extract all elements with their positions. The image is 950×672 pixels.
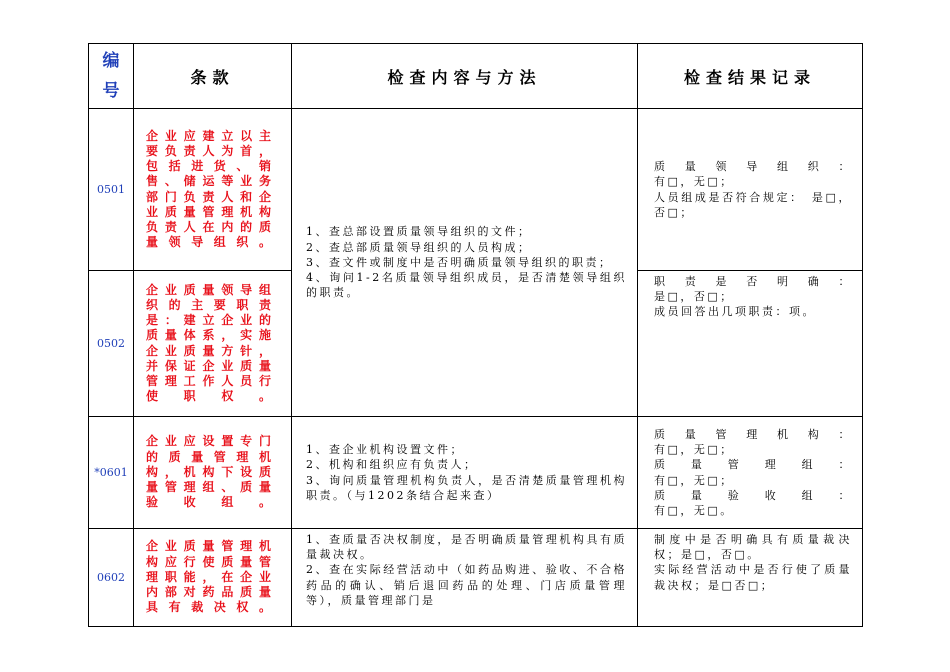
table-row: [89, 529, 863, 627]
row-number: 0502: [89, 271, 134, 417]
result-item: 职责是否明确：: [654, 275, 852, 288]
row-number: *0601: [89, 417, 134, 529]
result-item: 人员组成是否符合规定： 是□，否□；: [654, 190, 852, 219]
method-item: 2、查在实际经营活动中（如药品购进、验收、不合格药品的确认、销后退回药品的处理、门店质量管理等），质量管理部门是: [306, 563, 627, 607]
method-item: 2、查总部质量领导组织的人员构成；: [306, 240, 532, 254]
header-clause: 条款: [134, 44, 292, 109]
result-item: 质量领导组织：: [654, 160, 852, 174]
result-cell: [638, 109, 863, 271]
clause-cell: [134, 271, 292, 417]
method-item: 1、查企业机构设置文件；: [306, 443, 464, 457]
result-item: 质量验收组：: [654, 488, 852, 502]
clause-text: 企业应设置专门的质量管理机构，机构下设质量管理组、质量验收组。: [146, 434, 276, 510]
header-no-line1: 编: [102, 51, 120, 71]
method-item: 3、询问质量管理机构负责人，是否清楚质量管理机构职责。（与1202条结合起来查）: [306, 473, 627, 502]
inspection-table: [88, 43, 863, 627]
clause-text: 企业质量领导组织的主要职责是：建立企业的质量体系，实施企业质量方针，并保证企业质量管理工作人员行使职权。: [146, 282, 276, 404]
row-number: 0602: [89, 529, 134, 627]
result-item: 质量管理组：: [654, 458, 852, 472]
method-item: 1、查质量否决权制度，是否明确质量管理机构具有质量裁决权。: [306, 533, 627, 562]
result-cell: [638, 529, 863, 627]
method-cell: [292, 417, 638, 529]
result-item: 是□，否□；: [654, 290, 734, 304]
result-item: 质量管理机构：: [654, 427, 852, 441]
result-item: 制度中是否明确具有质量裁决权；是□，否□。: [654, 533, 852, 562]
clause-text: 企业质量管理机构应行使质量管理职能，在企业内部对药品质量具有裁决权。: [146, 539, 276, 615]
method-cell: [292, 529, 638, 627]
result-item: 有□，无□；: [654, 443, 734, 457]
method-item: 2、机构和组织应有负责人；: [306, 458, 478, 472]
result-item: 成员回答出几项职责：项。: [654, 305, 816, 319]
header-no-cell: [89, 44, 134, 109]
clause-text: 企业应建立以主要负责人为首，包括进货、销售、储运等业务部门负责人和企业质量管理机构负责人在内的质量领导组织。: [146, 128, 276, 250]
clause-cell: [134, 529, 292, 627]
header-method: 检查内容与方法: [292, 44, 638, 109]
table-row: [89, 417, 863, 529]
result-item: 有□，无□；: [654, 473, 734, 487]
header-result: 检查结果记录: [638, 44, 863, 109]
result-item: 有□，无□。: [654, 503, 734, 517]
clause-cell: [134, 109, 292, 271]
method-item: 4、询问1-2名质量领导组织成员，是否清楚领导组织的职责。: [306, 271, 627, 300]
result-item: 实际经营活动中是否行使了质量裁决权；是□否□；: [654, 563, 852, 592]
table-row: [89, 109, 863, 271]
header-no-line2: 号: [102, 81, 120, 101]
header-row: [89, 44, 863, 109]
method-item: 3、查文件或制度中是否明确质量领导组织的职责；: [306, 255, 613, 269]
row-number: 0501: [89, 109, 134, 271]
result-cell: [638, 271, 863, 417]
clause-cell: [134, 417, 292, 529]
method-cell: [292, 109, 638, 417]
method-item: 1、查总部设置质量领导组织的文件；: [306, 225, 532, 239]
result-cell: [638, 417, 863, 529]
result-item: 有□，无□；: [654, 175, 734, 189]
